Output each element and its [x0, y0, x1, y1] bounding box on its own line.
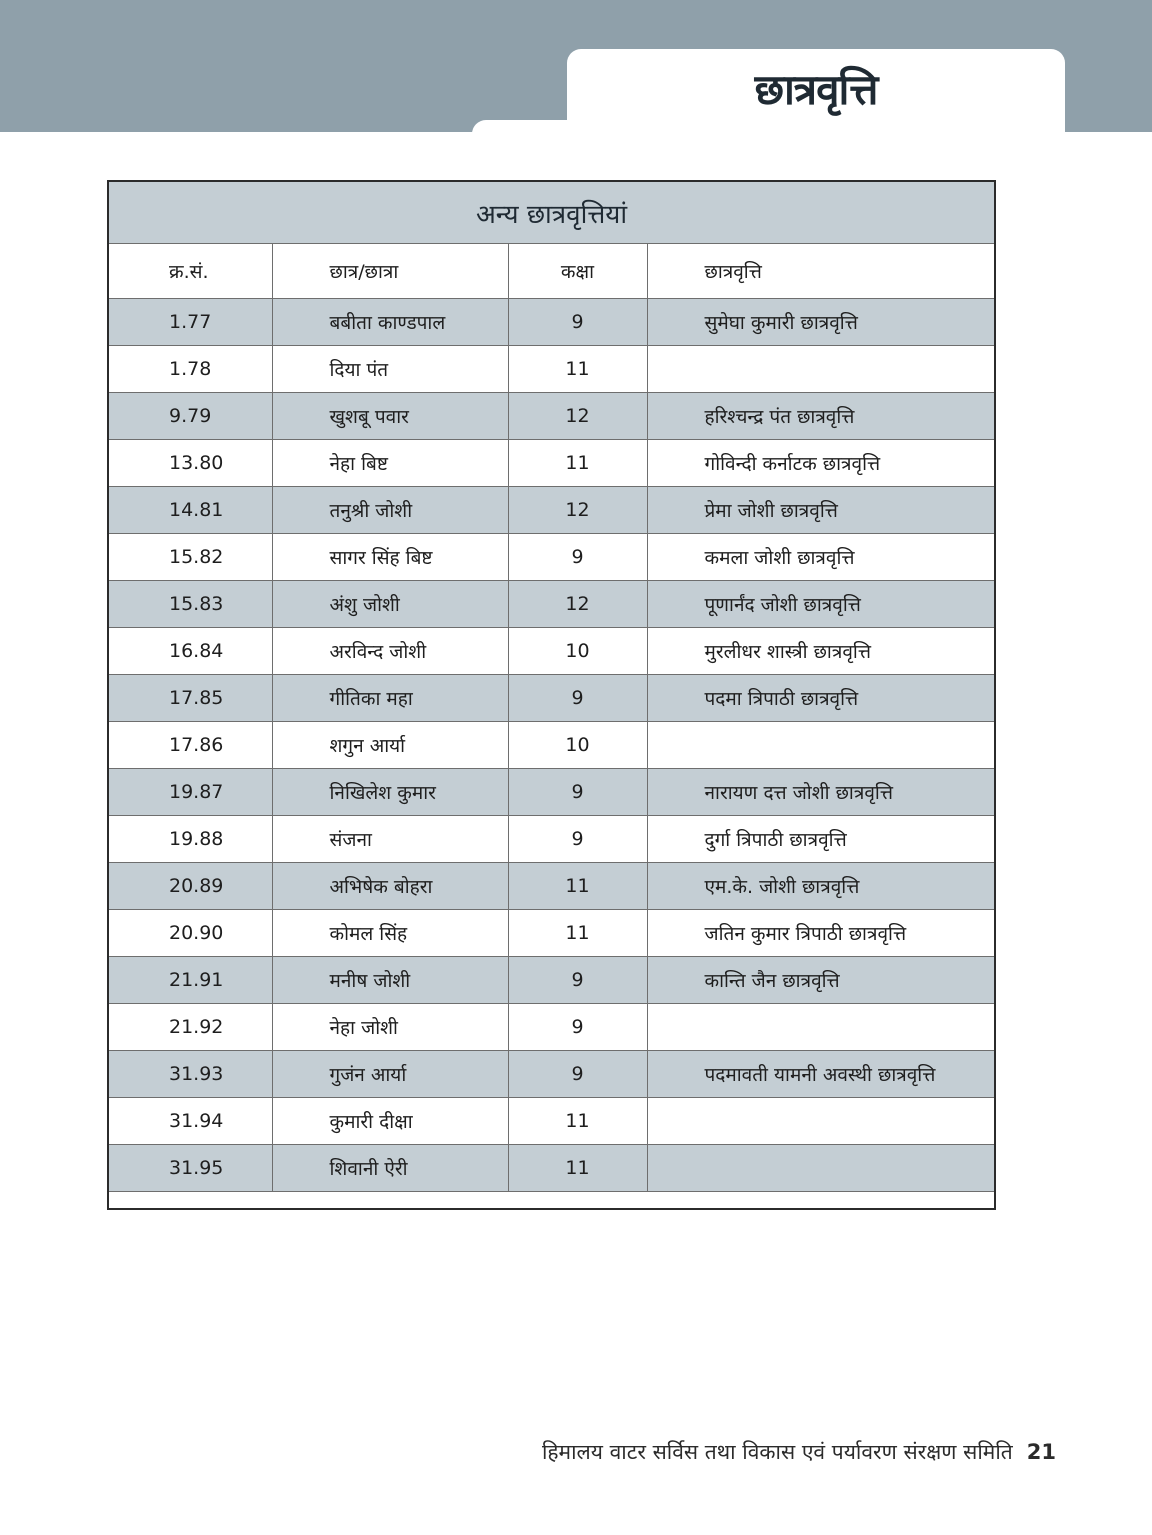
- cell-class: 11: [508, 1145, 647, 1192]
- header-tab-notch: [472, 120, 582, 140]
- cell-scholarship: जतिन कुमार त्रिपाठी छात्रवृत्ति: [647, 910, 995, 957]
- cell-sno: 13.80: [108, 440, 272, 487]
- column-header-scholarship: छात्रवृत्ति: [647, 244, 995, 299]
- cell-sno: 15.82: [108, 534, 272, 581]
- footer: [542, 1438, 1056, 1466]
- cell-student-name: शगुन आर्या: [272, 722, 508, 769]
- cell-student-name: मनीष जोशी: [272, 957, 508, 1004]
- cell-sno: 19.87: [108, 769, 272, 816]
- cell-class: 10: [508, 628, 647, 675]
- cell-sno: 20.89: [108, 863, 272, 910]
- scholarship-table: [107, 180, 996, 1210]
- cell-student-name: खुशबू पवार: [272, 393, 508, 440]
- cell-sno: 21.92: [108, 1004, 272, 1051]
- cell-sno: 1.77: [108, 299, 272, 346]
- cell-sno: 1.78: [108, 346, 272, 393]
- table-row: [108, 1098, 995, 1145]
- cell-scholarship: मुरलीधर शास्त्री छात्रवृत्ति: [647, 628, 995, 675]
- cell-sno: 14.81: [108, 487, 272, 534]
- cell-scholarship: कान्ति जैन छात्रवृत्ति: [647, 957, 995, 1004]
- table-row: [108, 1145, 995, 1192]
- table-row: [108, 957, 995, 1004]
- cell-sno: 17.86: [108, 722, 272, 769]
- cell-student-name: कुमारी दीक्षा: [272, 1098, 508, 1145]
- table-row: [108, 816, 995, 863]
- cell-scholarship: हरिश्चन्द्र पंत छात्रवृत्ति: [647, 393, 995, 440]
- cell-scholarship: नारायण दत्त जोशी छात्रवृत्ति: [647, 769, 995, 816]
- cell-class: 9: [508, 769, 647, 816]
- cell-student-name: कोमल सिंह: [272, 910, 508, 957]
- spacer-cell: [108, 1192, 995, 1210]
- cell-student-name: नेहा बिष्ट: [272, 440, 508, 487]
- cell-scholarship: गोविन्दी कर्नाटक छात्रवृत्ति: [647, 440, 995, 487]
- page-title: छात्रवृत्ति: [754, 65, 878, 114]
- cell-sno: 31.95: [108, 1145, 272, 1192]
- cell-sno: 31.93: [108, 1051, 272, 1098]
- cell-student-name: अभिषेक बोहरा: [272, 863, 508, 910]
- cell-scholarship: [647, 1098, 995, 1145]
- cell-class: 9: [508, 1004, 647, 1051]
- cell-sno: 20.90: [108, 910, 272, 957]
- cell-scholarship: [647, 346, 995, 393]
- cell-student-name: संजना: [272, 816, 508, 863]
- cell-scholarship: दुर्गा त्रिपाठी छात्रवृत्ति: [647, 816, 995, 863]
- cell-scholarship: एम.के. जोशी छात्रवृत्ति: [647, 863, 995, 910]
- cell-student-name: दिया पंत: [272, 346, 508, 393]
- table-row: [108, 487, 995, 534]
- table-row: [108, 1004, 995, 1051]
- table-caption: अन्य छात्रवृत्तियां: [108, 181, 995, 244]
- footer-organization: हिमालय वाटर सर्विस तथा विकास एवं पर्यावरण संरक्षण समिति: [541, 1440, 1013, 1464]
- cell-student-name: बबीता काण्डपाल: [272, 299, 508, 346]
- cell-scholarship: [647, 1004, 995, 1051]
- cell-class: 12: [508, 581, 647, 628]
- cell-sno: 19.88: [108, 816, 272, 863]
- cell-student-name: अरविन्द जोशी: [272, 628, 508, 675]
- cell-class: 12: [508, 487, 647, 534]
- cell-student-name: गीतिका महा: [272, 675, 508, 722]
- cell-scholarship: [647, 722, 995, 769]
- table-row: [108, 863, 995, 910]
- cell-sno: 15.83: [108, 581, 272, 628]
- table-row: [108, 346, 995, 393]
- table-row: [108, 1051, 995, 1098]
- table-row: [108, 722, 995, 769]
- table-row: [108, 299, 995, 346]
- cell-sno: 31.94: [108, 1098, 272, 1145]
- cell-class: 11: [508, 863, 647, 910]
- cell-scholarship: [647, 1145, 995, 1192]
- cell-student-name: अंशु जोशी: [272, 581, 508, 628]
- table-row: [108, 393, 995, 440]
- cell-scholarship: सुमेघा कुमारी छात्रवृत्ति: [647, 299, 995, 346]
- cell-class: 12: [508, 393, 647, 440]
- cell-student-name: तनुश्री जोशी: [272, 487, 508, 534]
- cell-scholarship: कमला जोशी छात्रवृत्ति: [647, 534, 995, 581]
- cell-class: 9: [508, 1051, 647, 1098]
- table-header-row: [108, 244, 995, 299]
- cell-student-name: निखिलेश कुमार: [272, 769, 508, 816]
- cell-student-name: सागर सिंह बिष्ट: [272, 534, 508, 581]
- table-caption-row: [108, 181, 995, 244]
- cell-student-name: नेहा जोशी: [272, 1004, 508, 1051]
- cell-class: 11: [508, 346, 647, 393]
- cell-scholarship: पूणार्नंद जोशी छात्रवृत्ति: [647, 581, 995, 628]
- cell-class: 11: [508, 440, 647, 487]
- cell-class: 9: [508, 957, 647, 1004]
- table-footer-spacer: [108, 1192, 995, 1210]
- table-row: [108, 581, 995, 628]
- cell-student-name: गुजंन आर्या: [272, 1051, 508, 1098]
- cell-sno: 16.84: [108, 628, 272, 675]
- cell-class: 11: [508, 1098, 647, 1145]
- cell-class: 9: [508, 675, 647, 722]
- column-header-class: कक्षा: [508, 244, 647, 299]
- table-row: [108, 769, 995, 816]
- cell-sno: 9.79: [108, 393, 272, 440]
- cell-student-name: शिवानी ऐरी: [272, 1145, 508, 1192]
- cell-scholarship: प्रेमा जोशी छात्रवृत्ति: [647, 487, 995, 534]
- table-row: [108, 910, 995, 957]
- cell-scholarship: पदमावती यामनी अवस्थी छात्रवृत्ति: [647, 1051, 995, 1098]
- column-header-student: छात्र/छात्रा: [272, 244, 508, 299]
- cell-sno: 17.85: [108, 675, 272, 722]
- table-row: [108, 534, 995, 581]
- table-row: [108, 675, 995, 722]
- cell-class: 10: [508, 722, 647, 769]
- column-header-sno: क्र.सं.: [108, 244, 272, 299]
- cell-class: 9: [508, 534, 647, 581]
- cell-class: 9: [508, 299, 647, 346]
- page-number: 21: [1026, 1440, 1056, 1464]
- table-row: [108, 440, 995, 487]
- table-row: [108, 628, 995, 675]
- cell-scholarship: पदमा त्रिपाठी छात्रवृत्ति: [647, 675, 995, 722]
- cell-sno: 21.91: [108, 957, 272, 1004]
- cell-class: 11: [508, 910, 647, 957]
- cell-class: 9: [508, 816, 647, 863]
